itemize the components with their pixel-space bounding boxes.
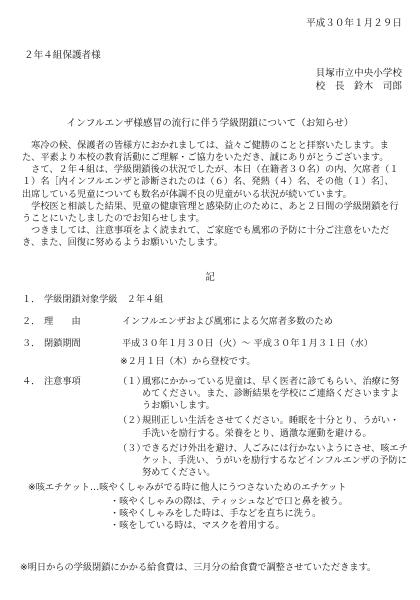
body-paragraph: 学校医と相談した結果、児童の健康管理と感染防止のために、あと２日間の学級閉鎖を行うことにいたしましたのでお知らせします。 [22,200,399,224]
item-number: １． [22,294,41,305]
item-value: 平成３０年１月３０日（火）〜 平成３０年１月３１日（水） [122,338,373,349]
list-item: ・咳やくしゃみの際は、ティッシュなどで口と鼻を被う。 [110,496,348,507]
cough-etiquette-list [110,496,348,532]
return-date-note: ※２月１日（木）から登校です。 [120,356,256,367]
item-target-class [22,294,163,306]
body-paragraph: さて、２年４組は、学級閉鎖後の状況でしたが、本日（在籍者３０名）の内、欠席者（１１）名［内インフルエンザと診断されたのは（６）名、発熱（４）名、その他（１）名］、出席している児童についても数名が体調不良の児童がいる状況が続いています。 [22,164,399,200]
body-paragraphs [22,140,402,249]
body-paragraph: つきましては、注意事項をよく読まれて、ご家庭でも風邪の予防に十分ご注意をいただき、また、回復に努めるようお願いいたします。 [22,224,390,249]
caution-mark: （１） [118,376,146,387]
item-label: 閉鎖期間 [44,338,81,349]
recipient-line: ２年４組保護者様 [24,50,101,61]
item-number: ４． [22,376,41,387]
caution-item [118,415,408,439]
school-name: 貝塚市立中央小学校 [315,68,402,79]
document-title: インフルエンザ様感冒の流行に伴う学級閉鎖について（お知らせ） [66,118,354,129]
item-number: ２． [22,316,41,327]
sender-block [316,68,402,94]
caution-text: 規則正しい生活をさせてください。睡眠を十分とり、うがい・手洗いを励行する。栄養をとり、過激な運動を避ける。 [142,415,400,439]
item-reason [22,316,333,328]
item-value: ２年４組 [126,294,164,305]
ki-heading: 記 [205,272,215,283]
caution-mark: （３） [118,442,146,454]
list-item: ・咳をしている時は、マスクを着用する。 [110,520,285,532]
item-label: 学級閉鎖対象学級 [44,294,118,305]
cautions-heading [22,376,81,388]
item-value: インフルエンザおよび風邪による欠席者多数のため [122,316,333,327]
item-closure-period [22,338,373,350]
cough-etiquette-heading: ※咳エチケット…咳やくしゃみがでる時に他人にうつさないためのエチケット [28,482,347,493]
caution-text: できるだけ外出を避け、人ごみには行かないようにさせ、咳エチケット、手洗い、うがいを励行するなどインフルエンザの予防に努めてください。 [142,442,408,478]
caution-mark: （２） [118,415,146,427]
document-date: 平成３０年１月２９日 [306,18,402,29]
lunch-fee-note: ※明日からの学級閉鎖にかかる給食費は、三月分の給食費で調整させていただきます。 [20,562,377,573]
item-label: 注意事項 [44,376,81,387]
principal-name: 校 長 鈴木 司郎 [315,80,402,92]
caution-item [118,376,408,412]
item-number: ３． [22,338,41,349]
body-paragraph: 寒冷の候、保護者の皆様方におかれましては、益々ご健勝のことと拝察いたします。また、平素より本校の教育活動にご理解・ご協力をいただき、誠にありがとうございます。 [22,140,389,164]
caution-text: 風邪にかかっている児童は、早く医者に診てもらい、治療に努めてください。また、診断結果を学校にご連絡くださいますようお願いします。 [142,376,400,412]
caution-item [118,443,408,479]
list-item: ・咳やくしゃみをした時は、手などを直ちに洗う。 [110,508,322,520]
item-label: 理 由 [44,316,81,327]
cautions-list [118,376,408,482]
